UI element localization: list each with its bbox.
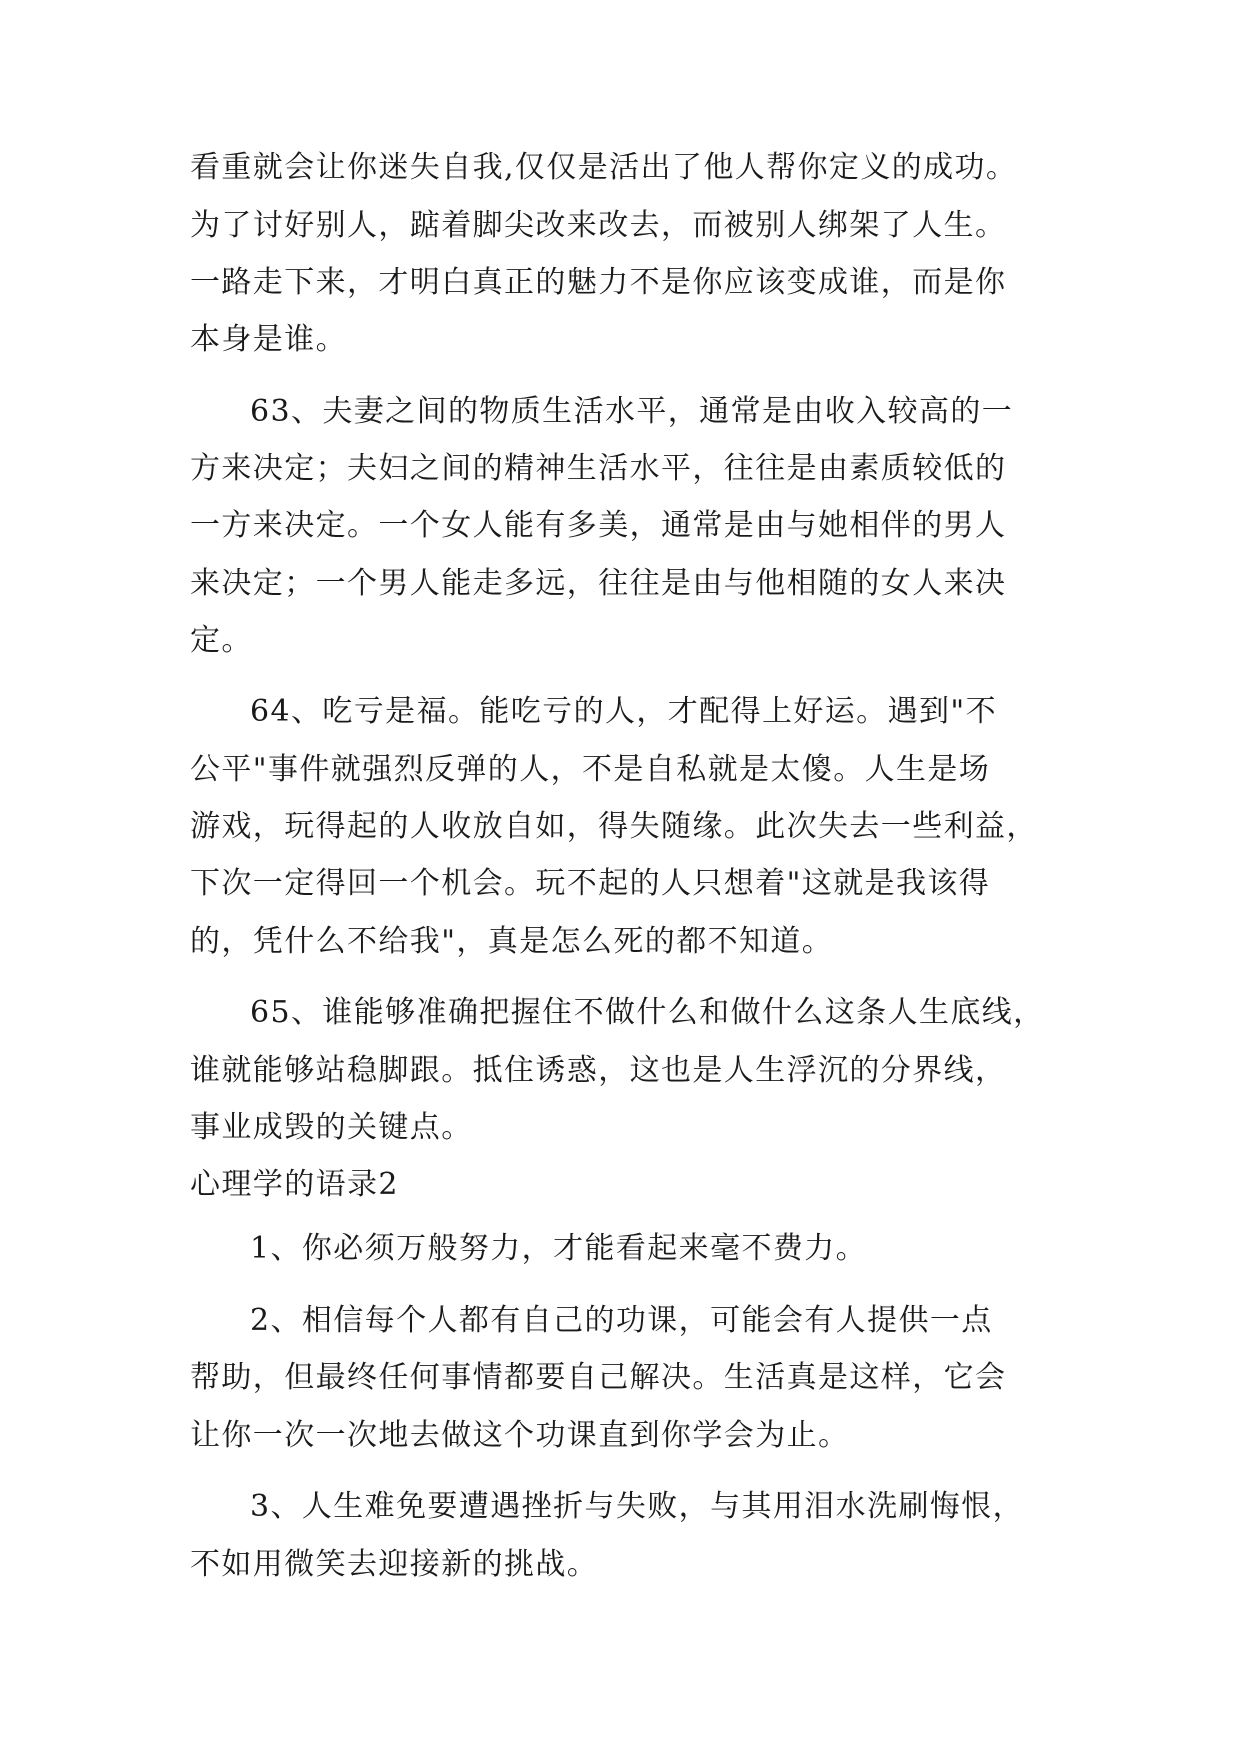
text-line: 游戏，玩得起的人收放自如，得失随缘。此次失去一些利益， bbox=[190, 809, 1038, 844]
paragraph-63-start: 63、夫妻之间的物质生活水平，通常是由收入较高的一 bbox=[250, 394, 1014, 429]
paragraph-2-start: 2、相信每个人都有自己的功课，可能会有人提供一点 bbox=[250, 1303, 993, 1338]
text-line: 帮助，但最终任何事情都要自己解决。生活真是这样，它会 bbox=[190, 1360, 1007, 1395]
text-line: 不如用微笑去迎接新的挑战。 bbox=[190, 1547, 599, 1582]
text-line: 一方来决定。一个女人能有多美，通常是由与她相伴的男人 bbox=[190, 508, 1007, 543]
text-line: 定。 bbox=[190, 623, 253, 658]
text-line: 一路走下来，才明白真正的魅力不是你应该变成谁，而是你 bbox=[190, 265, 1007, 300]
text-line: 方来决定；夫妇之间的精神生活水平，往往是由素质较低的 bbox=[190, 451, 1007, 486]
text-line: 事业成毁的关键点。 bbox=[190, 1110, 473, 1145]
text-line: 来决定；一个男人能走多远，往往是由与他相随的女人来决 bbox=[190, 566, 1007, 601]
paragraph-1: 1、你必须万般努力，才能看起来毫不费力。 bbox=[250, 1231, 868, 1266]
paragraph-64-start: 64、吃亏是福。能吃亏的人，才配得上好运。遇到"不 bbox=[250, 694, 997, 729]
text-line: 的，凭什么不给我"，真是怎么死的都不知道。 bbox=[190, 924, 834, 959]
text-line: 让你一次一次地去做这个功课直到你学会为止。 bbox=[190, 1418, 850, 1453]
text-line: 为了讨好别人，踮着脚尖改来改去，而被别人绑架了人生。 bbox=[190, 208, 1007, 243]
text-line: 公平"事件就强烈反弹的人，不是自私就是太傻。人生是场 bbox=[190, 752, 991, 787]
paragraph-65-start: 65、谁能够准确把握住不做什么和做什么这条人生底线， bbox=[250, 995, 1045, 1030]
text-line: 本身是谁。 bbox=[190, 322, 347, 357]
section-heading: 心理学的语录2 bbox=[190, 1167, 399, 1202]
text-line: 看重就会让你迷失自我,仅仅是活出了他人帮你定义的成功。 bbox=[190, 150, 1018, 185]
paragraph-3-start: 3、人生难免要遭遇挫折与失败，与其用泪水洗刷悔恨， bbox=[250, 1489, 1025, 1524]
text-line: 下次一定得回一个机会。玩不起的人只想着"这就是我该得 bbox=[190, 866, 991, 901]
text-line: 谁就能够站稳脚跟。抵住诱惑，这也是人生浮沉的分界线， bbox=[190, 1053, 1007, 1088]
